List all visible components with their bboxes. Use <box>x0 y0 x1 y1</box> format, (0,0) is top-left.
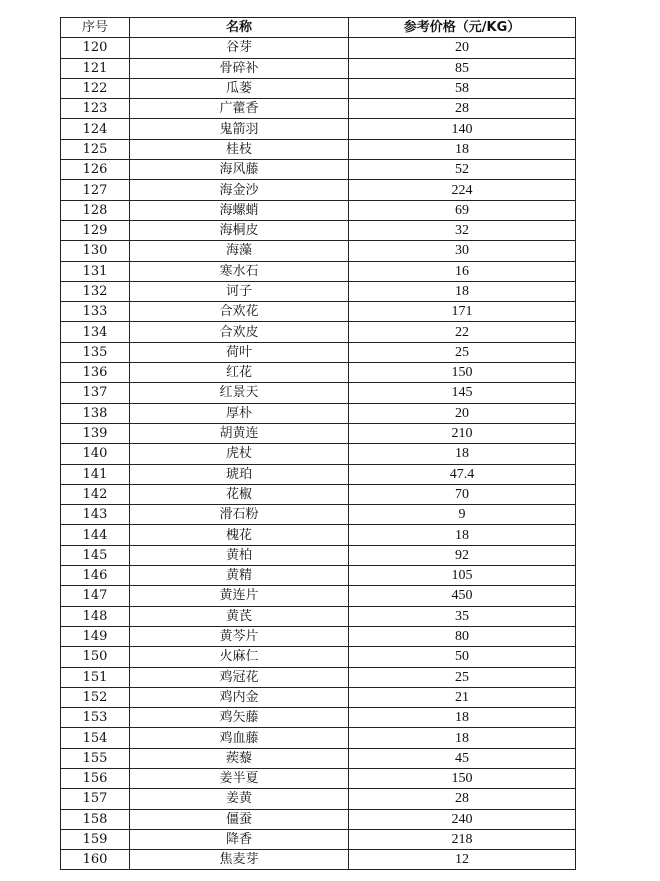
herb-name-cell: 广藿香 <box>130 99 349 119</box>
header-name: 名称 <box>130 18 349 38</box>
price-cell: 450 <box>349 586 576 606</box>
herb-name-cell: 合欢花 <box>130 302 349 322</box>
price-cell: 150 <box>349 768 576 788</box>
price-cell: 16 <box>349 261 576 281</box>
price-cell: 35 <box>349 606 576 626</box>
table-row <box>61 38 576 58</box>
serial-number-cell: 155 <box>61 748 130 768</box>
herb-name-cell: 鸡冠花 <box>130 667 349 687</box>
price-cell: 18 <box>349 728 576 748</box>
serial-number-cell: 150 <box>61 647 130 667</box>
table-row <box>61 626 576 646</box>
herb-name-cell: 红花 <box>130 363 349 383</box>
serial-number-cell: 130 <box>61 241 130 261</box>
serial-number-cell: 160 <box>61 850 130 870</box>
header-reference-price: 参考价格（元/KG） <box>349 18 576 38</box>
serial-number-cell: 144 <box>61 525 130 545</box>
price-cell: 47.4 <box>349 464 576 484</box>
table-row <box>61 99 576 119</box>
price-cell: 18 <box>349 708 576 728</box>
herb-name-cell: 海风藤 <box>130 160 349 180</box>
herb-name-cell: 胡黄连 <box>130 423 349 443</box>
price-cell: 52 <box>349 160 576 180</box>
herb-name-cell: 花椒 <box>130 484 349 504</box>
herb-name-cell: 火麻仁 <box>130 647 349 667</box>
herb-name-cell: 鸡血藤 <box>130 728 349 748</box>
price-cell: 30 <box>349 241 576 261</box>
serial-number-cell: 124 <box>61 119 130 139</box>
serial-number-cell: 140 <box>61 444 130 464</box>
herb-name-cell: 槐花 <box>130 525 349 545</box>
table-row <box>61 241 576 261</box>
document-page <box>60 17 576 870</box>
serial-number-cell: 152 <box>61 687 130 707</box>
herb-name-cell: 谷芽 <box>130 38 349 58</box>
price-cell: 25 <box>349 667 576 687</box>
serial-number-cell: 151 <box>61 667 130 687</box>
herb-name-cell: 海螺蛸 <box>130 200 349 220</box>
herb-name-cell: 滑石粉 <box>130 505 349 525</box>
table-row <box>61 687 576 707</box>
table-row <box>61 748 576 768</box>
serial-number-cell: 121 <box>61 58 130 78</box>
table-row <box>61 261 576 281</box>
table-row <box>61 383 576 403</box>
table-row <box>61 281 576 301</box>
table-row <box>61 160 576 180</box>
herb-name-cell: 寒水石 <box>130 261 349 281</box>
table-row <box>61 606 576 626</box>
herb-name-cell: 焦麦芽 <box>130 850 349 870</box>
herb-name-cell: 骨碎补 <box>130 58 349 78</box>
herb-name-cell: 虎杖 <box>130 444 349 464</box>
herb-name-cell: 黄柏 <box>130 545 349 565</box>
price-cell: 18 <box>349 444 576 464</box>
serial-number-cell: 141 <box>61 464 130 484</box>
serial-number-cell: 131 <box>61 261 130 281</box>
table-row <box>61 200 576 220</box>
herb-name-cell: 黄芩片 <box>130 626 349 646</box>
herb-name-cell: 桂枝 <box>130 139 349 159</box>
price-cell: 69 <box>349 200 576 220</box>
serial-number-cell: 134 <box>61 322 130 342</box>
herb-name-cell: 黄精 <box>130 566 349 586</box>
table-row <box>61 829 576 849</box>
herb-name-cell: 瓜蒌 <box>130 78 349 98</box>
table-row <box>61 220 576 240</box>
table-row <box>61 768 576 788</box>
serial-number-cell: 143 <box>61 505 130 525</box>
serial-number-cell: 126 <box>61 160 130 180</box>
serial-number-cell: 142 <box>61 484 130 504</box>
price-cell: 85 <box>349 58 576 78</box>
price-cell: 150 <box>349 363 576 383</box>
table-row <box>61 484 576 504</box>
price-cell: 210 <box>349 423 576 443</box>
serial-number-cell: 158 <box>61 809 130 829</box>
price-cell: 18 <box>349 525 576 545</box>
herb-name-cell: 黄连片 <box>130 586 349 606</box>
table-row <box>61 58 576 78</box>
serial-number-cell: 120 <box>61 38 130 58</box>
price-cell: 21 <box>349 687 576 707</box>
herb-name-cell: 降香 <box>130 829 349 849</box>
table-row <box>61 180 576 200</box>
serial-number-cell: 129 <box>61 220 130 240</box>
table-row <box>61 78 576 98</box>
serial-number-cell: 138 <box>61 403 130 423</box>
table-row <box>61 525 576 545</box>
table-row <box>61 809 576 829</box>
header-serial-number: 序号 <box>61 18 130 38</box>
serial-number-cell: 128 <box>61 200 130 220</box>
herb-name-cell: 蒺藜 <box>130 748 349 768</box>
serial-number-cell: 148 <box>61 606 130 626</box>
price-cell: 28 <box>349 99 576 119</box>
table-row <box>61 322 576 342</box>
serial-number-cell: 153 <box>61 708 130 728</box>
table-row <box>61 119 576 139</box>
herb-name-cell: 琥珀 <box>130 464 349 484</box>
serial-number-cell: 136 <box>61 363 130 383</box>
herb-name-cell: 海桐皮 <box>130 220 349 240</box>
herb-name-cell: 鬼箭羽 <box>130 119 349 139</box>
herb-name-cell: 厚朴 <box>130 403 349 423</box>
herb-name-cell: 姜黄 <box>130 789 349 809</box>
price-cell: 18 <box>349 281 576 301</box>
table-row <box>61 423 576 443</box>
price-cell: 25 <box>349 342 576 362</box>
price-cell: 9 <box>349 505 576 525</box>
serial-number-cell: 145 <box>61 545 130 565</box>
table-row <box>61 302 576 322</box>
herb-name-cell: 鸡矢藤 <box>130 708 349 728</box>
price-cell: 20 <box>349 403 576 423</box>
price-cell: 58 <box>349 78 576 98</box>
price-cell: 32 <box>349 220 576 240</box>
table-row <box>61 403 576 423</box>
price-cell: 171 <box>349 302 576 322</box>
price-cell: 218 <box>349 829 576 849</box>
herb-name-cell: 黄芪 <box>130 606 349 626</box>
table-row <box>61 708 576 728</box>
table-row <box>61 464 576 484</box>
herb-name-cell: 海藻 <box>130 241 349 261</box>
table-row <box>61 850 576 870</box>
table-row <box>61 545 576 565</box>
price-cell: 22 <box>349 322 576 342</box>
serial-number-cell: 125 <box>61 139 130 159</box>
price-cell: 12 <box>349 850 576 870</box>
serial-number-cell: 133 <box>61 302 130 322</box>
serial-number-cell: 149 <box>61 626 130 646</box>
serial-number-cell: 137 <box>61 383 130 403</box>
herb-name-cell: 荷叶 <box>130 342 349 362</box>
price-table <box>60 17 576 870</box>
price-cell: 92 <box>349 545 576 565</box>
herb-name-cell: 合欢皮 <box>130 322 349 342</box>
price-cell: 145 <box>349 383 576 403</box>
serial-number-cell: 147 <box>61 586 130 606</box>
table-row <box>61 363 576 383</box>
table-row <box>61 789 576 809</box>
price-cell: 28 <box>349 789 576 809</box>
herb-name-cell: 僵蚕 <box>130 809 349 829</box>
price-cell: 80 <box>349 626 576 646</box>
herb-name-cell: 红景天 <box>130 383 349 403</box>
table-row <box>61 505 576 525</box>
price-cell: 45 <box>349 748 576 768</box>
serial-number-cell: 156 <box>61 768 130 788</box>
table-row <box>61 728 576 748</box>
price-cell: 20 <box>349 38 576 58</box>
table-row <box>61 647 576 667</box>
serial-number-cell: 132 <box>61 281 130 301</box>
serial-number-cell: 146 <box>61 566 130 586</box>
price-cell: 224 <box>349 180 576 200</box>
serial-number-cell: 157 <box>61 789 130 809</box>
table-row <box>61 139 576 159</box>
serial-number-cell: 135 <box>61 342 130 362</box>
table-row <box>61 566 576 586</box>
table-row <box>61 667 576 687</box>
herb-name-cell: 姜半夏 <box>130 768 349 788</box>
price-cell: 18 <box>349 139 576 159</box>
serial-number-cell: 123 <box>61 99 130 119</box>
table-row <box>61 342 576 362</box>
serial-number-cell: 139 <box>61 423 130 443</box>
serial-number-cell: 122 <box>61 78 130 98</box>
serial-number-cell: 159 <box>61 829 130 849</box>
price-cell: 50 <box>349 647 576 667</box>
price-cell: 240 <box>349 809 576 829</box>
price-cell: 105 <box>349 566 576 586</box>
price-cell: 140 <box>349 119 576 139</box>
table-row <box>61 444 576 464</box>
serial-number-cell: 154 <box>61 728 130 748</box>
price-cell: 70 <box>349 484 576 504</box>
herb-name-cell: 海金沙 <box>130 180 349 200</box>
table-row <box>61 586 576 606</box>
header-row <box>61 18 576 38</box>
serial-number-cell: 127 <box>61 180 130 200</box>
herb-name-cell: 诃子 <box>130 281 349 301</box>
herb-name-cell: 鸡内金 <box>130 687 349 707</box>
